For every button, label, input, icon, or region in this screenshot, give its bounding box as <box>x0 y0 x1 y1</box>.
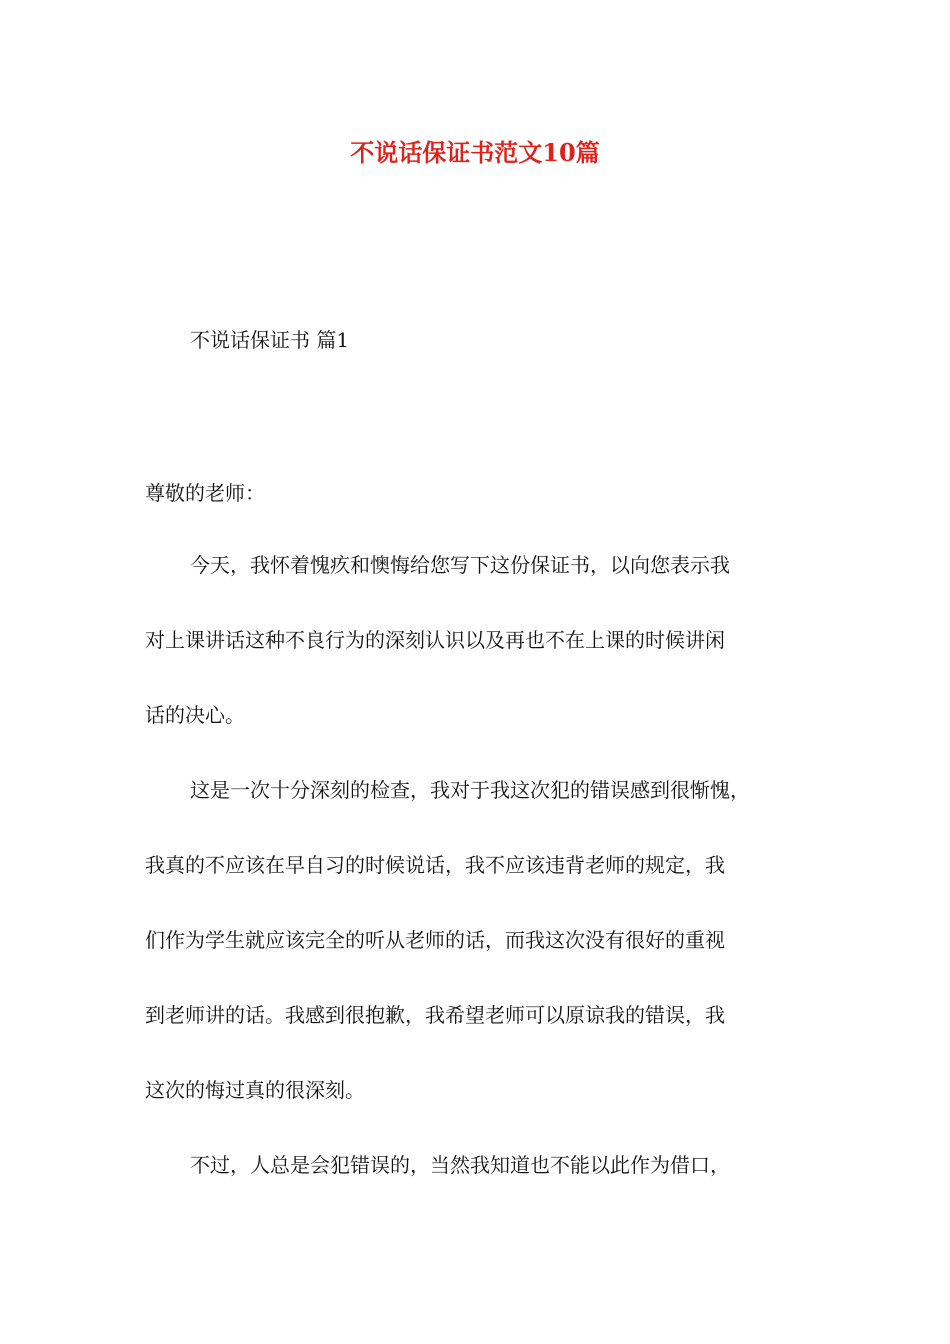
paragraph-line: 对上课讲话这种不良行为的深刻认识以及再也不在上课的时候讲闲 <box>145 628 725 652</box>
paragraph-line: 到老师讲的话。我感到很抱歉，我希望老师可以原谅我的错误，我 <box>145 1003 725 1027</box>
salutation: 尊敬的老师： <box>145 481 265 505</box>
paragraph-line: 我真的不应该在早自习的时候说话，我不应该违背老师的规定，我 <box>145 853 725 877</box>
paragraph-line: 话的决心。 <box>145 703 245 727</box>
section-heading: 不说话保证书 篇1 <box>190 328 350 352</box>
paragraph-line: 今天，我怀着愧疚和懊悔给您写下这份保证书，以向您表示我 <box>190 553 730 577</box>
paragraph-line: 这次的悔过真的很深刻。 <box>145 1078 365 1102</box>
paragraph-line: 这是一次十分深刻的检查，我对于我这次犯的错误感到很惭愧， <box>190 778 750 802</box>
paragraph-line: 不过，人总是会犯错误的，当然我知道也不能以此作为借口， <box>190 1153 730 1177</box>
paragraph-line: 们作为学生就应该完全的听从老师的话，而我这次没有很好的重视 <box>145 928 725 952</box>
document-title: 不说话保证书范文10篇 <box>350 138 600 167</box>
